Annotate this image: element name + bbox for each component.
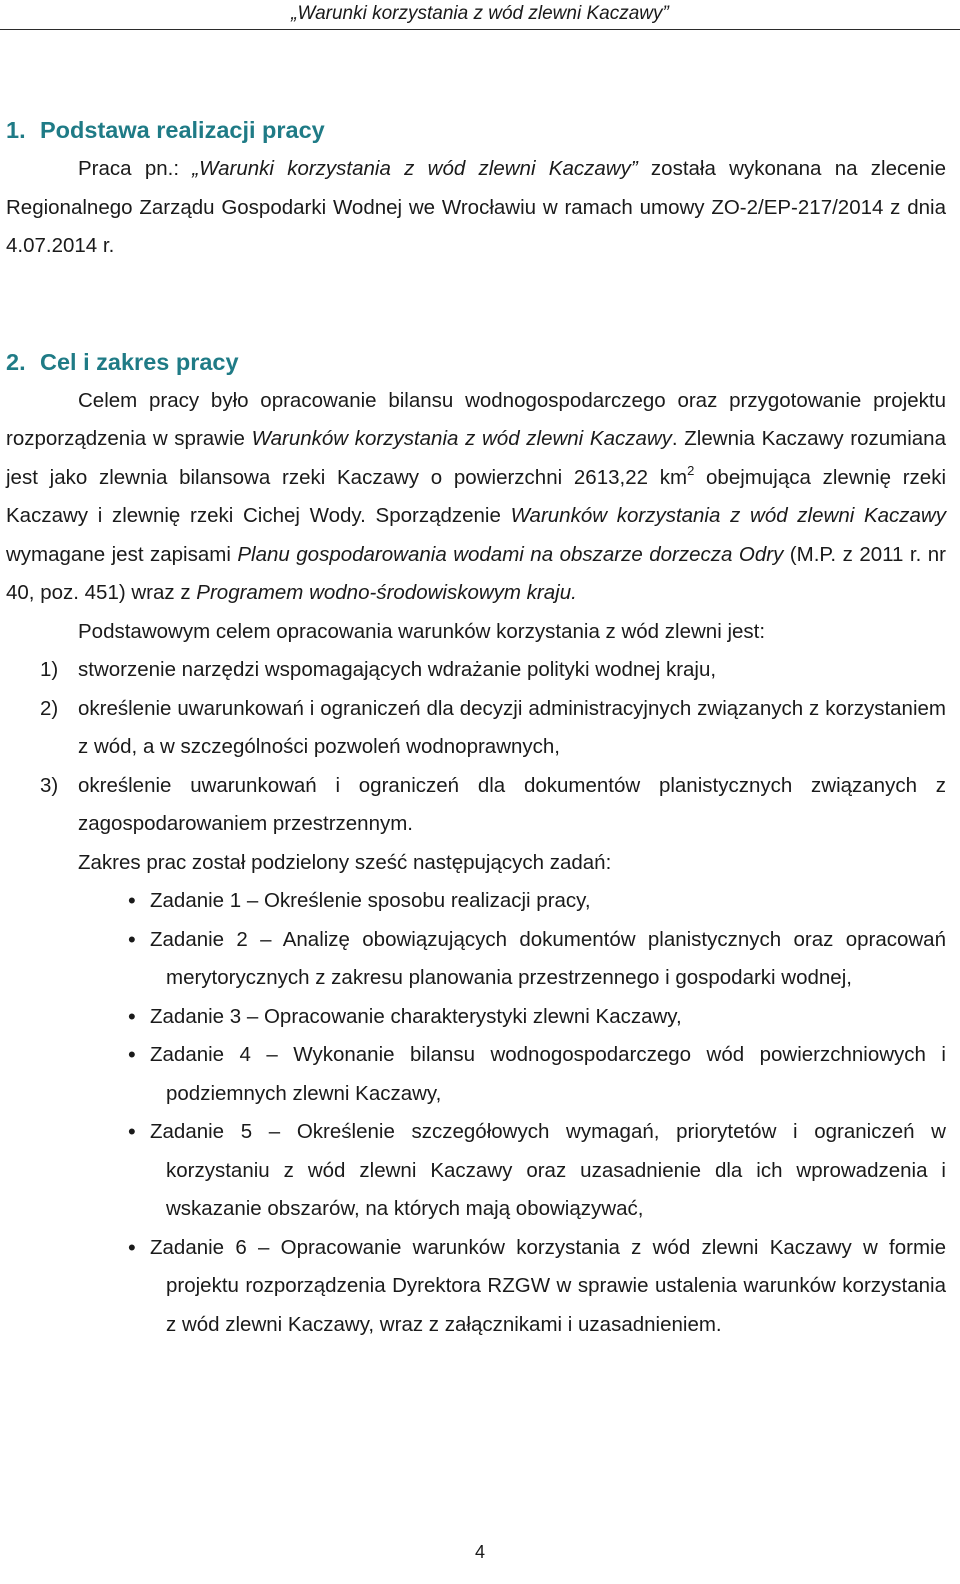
goals-list	[6, 651, 946, 844]
section-1-work-title: „Warunki korzystania z wód zlewni Kaczawy”	[192, 157, 638, 180]
bullet-icon: •	[128, 1119, 136, 1144]
task-text: Zadanie 3 – Opracowanie charakterystyki zlewni Kaczawy,	[150, 1004, 682, 1028]
p1-part-i: Programem wodno-środowiskowym kraju.	[196, 581, 577, 604]
section-1-para-suffix: została wykonana na zlecenie Regionalnego Zarządu Gospodarki Wodnej we Wrocławiu w ramach umowy ZO-2/EP-217/2014 z dnia 4.07.2014 r.	[6, 157, 947, 257]
section-2-paragraph-1	[6, 382, 946, 613]
bullet-icon: •	[128, 1003, 136, 1029]
section-2-heading	[6, 342, 946, 382]
header-title: „Warunki korzystania z wód zlewni Kaczawy”	[291, 3, 669, 24]
section-1-number: 1.	[6, 117, 26, 143]
task-item	[6, 1113, 946, 1229]
goal-item	[6, 690, 946, 767]
task-item	[6, 882, 946, 921]
goal-text: stworzenie narzędzi wspomagających wdrażanie polityki wodnej kraju,	[78, 658, 717, 681]
p1-part-c: . Zlewnia Kaczawy rozumiana jest jako zlewnia bilansowa rzeki Kaczawy o powierzchni 2613,22 km	[6, 427, 946, 489]
p1-part-h: (M.P. z 2011 r. nr 40, poz. 451) wraz z	[6, 542, 946, 604]
task-item	[6, 1229, 946, 1345]
p1-part-d: obejmująca zlewnię rzeki Kaczawy i zlewnię rzeki Cichej Wody. Sporządzenie	[6, 465, 946, 527]
bullet-icon: •	[128, 888, 136, 913]
task-item	[6, 998, 946, 1037]
section-1-heading	[6, 110, 946, 150]
goal-number: 1)	[40, 658, 59, 681]
section-1-paragraph	[6, 150, 946, 266]
p1-part-a: Celem pracy było opracowanie bilansu wodnogospodarczego oraz przygotowanie projektu rozporządzenia w sprawie	[6, 388, 946, 450]
p1-part-e: Warunków korzystania z wód zlewni Kaczawy	[510, 504, 946, 527]
task-item	[6, 1036, 946, 1113]
bullet-icon: •	[128, 926, 136, 952]
document-body	[6, 110, 946, 1344]
p1-part-f: wymagane jest zapisami	[6, 542, 238, 566]
goal-number: 2)	[40, 696, 59, 720]
bullet-icon: •	[128, 1234, 136, 1260]
p1-part-g: Planu gospodarowania wodami na obszarze dorzecza Odry	[237, 542, 784, 566]
task-text: Zadanie 1 – Określenie sposobu realizacji pracy,	[150, 889, 591, 912]
section-2-paragraph-3: Zakres prac został podzielony sześć następujących zadań:	[78, 850, 612, 874]
goal-text: określenie uwarunkowań i ograniczeń dla dokumentów planistycznych związanych z zagospodarowaniem przestrzennym.	[78, 773, 946, 835]
running-header	[0, 0, 960, 30]
goal-item	[6, 651, 946, 690]
task-item	[6, 921, 946, 998]
section-2-title: Cel i zakres pracy	[40, 348, 239, 375]
p1-part-b: Warunków korzystania z wód zlewni Kaczawy	[251, 427, 672, 450]
page-number: 4	[474, 1542, 485, 1562]
goal-text: określenie uwarunkowań i ograniczeń dla decyzji administracyjnych związanych z korzystaniem z wód, a w szczególności pozwoleń wodnoprawnych,	[78, 696, 946, 758]
task-text: Zadanie 5 – Określenie szczegółowych wymagań, priorytetów i ograniczeń w korzystaniu z wód zlewni Kaczawy oraz uzasadnienie dla ich wprowadzenia i wskazanie obszarów, na których mają obowiązywać,	[150, 1120, 946, 1220]
goal-item	[6, 767, 946, 844]
p1-superscript: 2	[687, 462, 695, 478]
section-1-title: Podstawa realizacji pracy	[40, 117, 325, 143]
tasks-list	[6, 882, 946, 1344]
task-text: Zadanie 6 – Opracowanie warunków korzystania z wód zlewni Kaczawy w formie projektu rozporządzenia Dyrektora RZGW w sprawie ustalenia warunków korzystania z wód zlewni Kaczawy, wraz z załącznikami i uzasadnieniem.	[150, 1235, 946, 1336]
task-text: Zadanie 4 – Wykonanie bilansu wodnogospodarczego wód powierzchniowych i podziemnych zlewni Kaczawy,	[150, 1043, 946, 1105]
goal-number: 3)	[40, 773, 59, 797]
bullet-icon: •	[128, 1042, 136, 1067]
task-text: Zadanie 2 – Analizę obowiązujących dokumentów planistycznych oraz opracowań merytorycznych z zakresu planowania przestrzennego i gospodarki wodnej,	[150, 927, 946, 989]
section-2-paragraph-2: Podstawowym celem opracowania warunków korzystania z wód zlewni jest:	[78, 619, 766, 643]
section-2-number: 2.	[6, 348, 26, 375]
section-1-para-prefix: Praca pn.:	[78, 157, 193, 180]
